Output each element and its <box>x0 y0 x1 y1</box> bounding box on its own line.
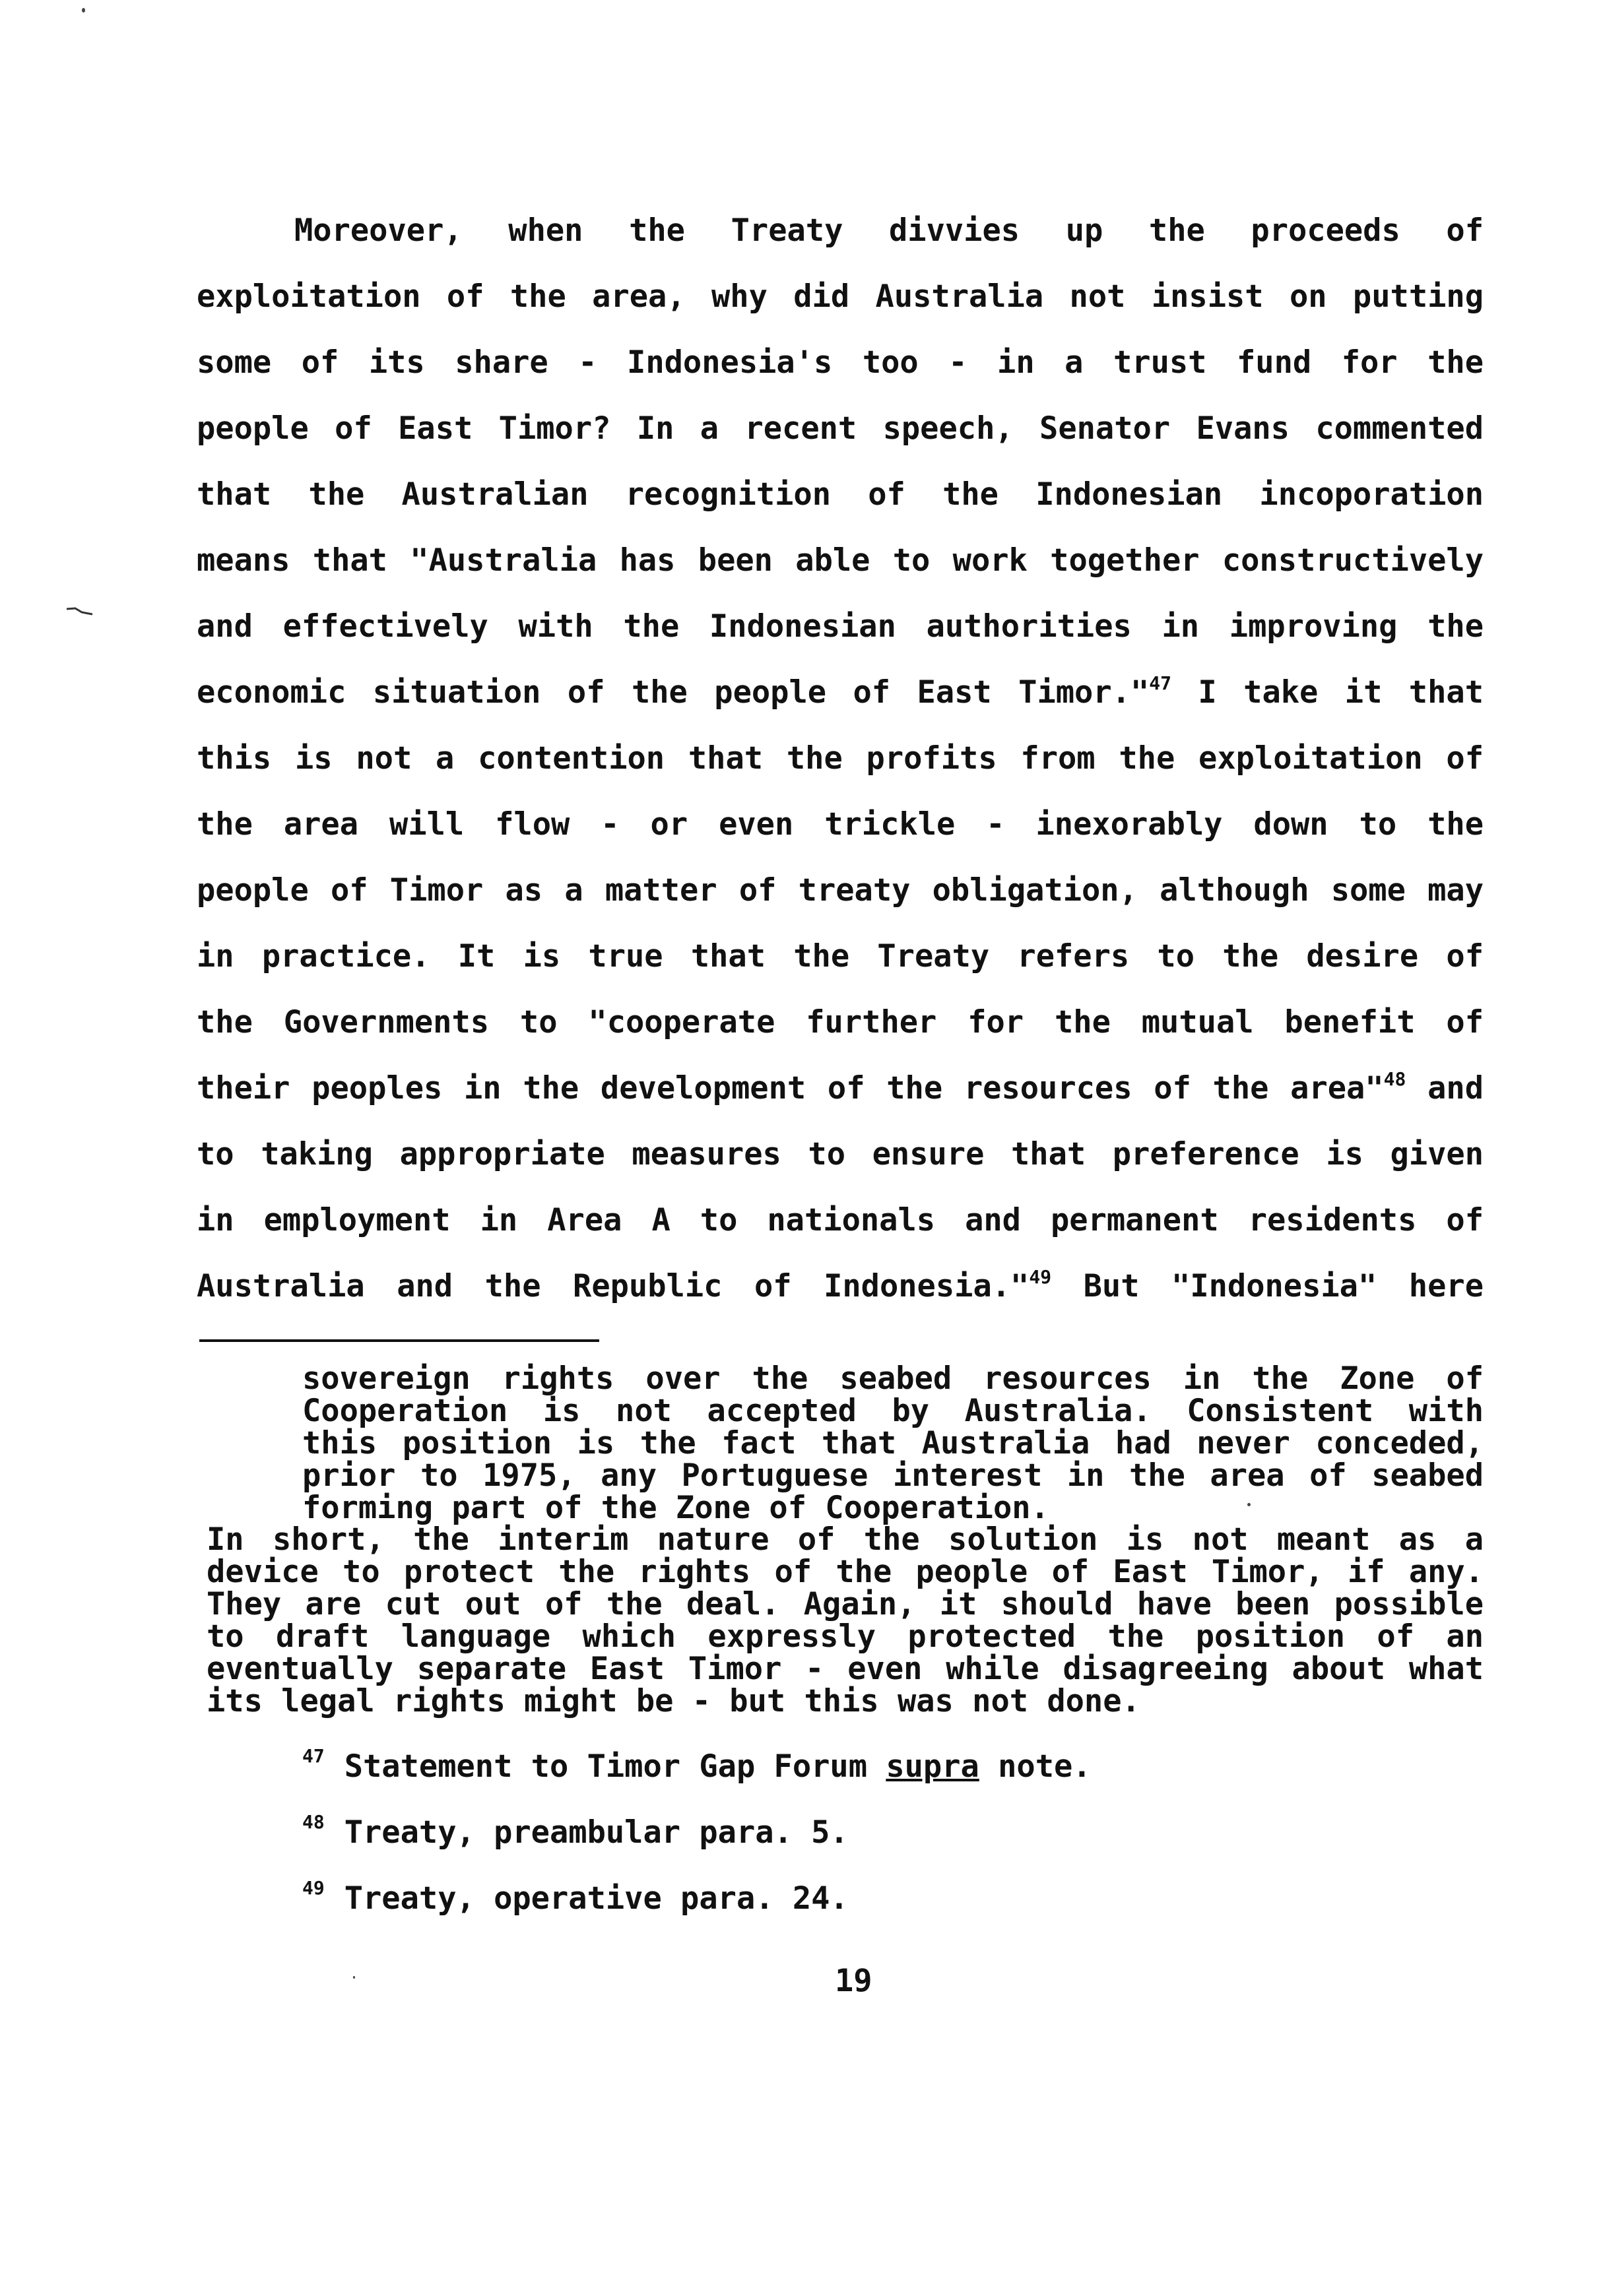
footnote-48: $^{48}$ Treaty, preambular para. 5. <box>302 1811 849 1851</box>
footnote-line: Cooperation is not accepted by Australia. Consistent with <box>302 1393 1484 1429</box>
body-line: in employment in Area A to nationals and permanent residents of <box>197 1202 1484 1238</box>
body-line: means that "Australia has been able to work together constructively <box>197 542 1484 579</box>
body-line: that the Australian recognition of the Indonesian incoporation <box>197 476 1484 513</box>
footnote-line: sovereign rights over the seabed resources in the Zone of <box>302 1360 1484 1397</box>
body-line: the Governments to "cooperate further for the mutual benefit of <box>197 1004 1484 1040</box>
footnote-line: to draft language which expressly protected the position of an <box>207 1618 1484 1655</box>
body-line: and effectively with the Indonesian authorities in improving the <box>197 608 1484 645</box>
footnote-line: eventually separate East Timor - even while disagreeing about what <box>207 1651 1484 1687</box>
body-line: this is not a contention that the profits from the exploitation of <box>197 740 1484 777</box>
body-line: Moreover, when the Treaty divvies up the proceeds of <box>294 212 1484 249</box>
footnote-line: device to protect the rights of the people of East Timor, if any. <box>207 1554 1484 1590</box>
page-number: 19 <box>835 1963 872 1999</box>
body-text <box>197 198 1484 1320</box>
footnote-line: They are cut out of the deal. Again, it should have been possible <box>207 1586 1484 1622</box>
body-line-with-footnote-ref: their peoples in the development of the resources of the area"$^{48}$ and <box>197 1068 1484 1106</box>
supra-emphasis: supra <box>886 1748 979 1785</box>
footnote-line: this position is the fact that Australia had never conceded, <box>302 1425 1484 1461</box>
footnote-number: 47 <box>302 1745 325 1767</box>
scan-speck <box>1247 1503 1251 1506</box>
footnote-ref-48[interactable]: 48 <box>1383 1068 1406 1090</box>
footnote-separator <box>199 1339 599 1342</box>
body-line: in practice. It is true that the Treaty refers to the desire of <box>197 938 1484 974</box>
footnote-ref-49[interactable]: 49 <box>1029 1266 1052 1288</box>
scan-speck <box>82 8 85 13</box>
footnote-ref-47[interactable]: 47 <box>1149 672 1171 694</box>
body-line: people of East Timor? In a recent speech, Senator Evans commented <box>197 410 1484 447</box>
footnote-line: prior to 1975, any Portuguese interest in the area of seabed <box>302 1457 1484 1494</box>
body-line: people of Timor as a matter of treaty obligation, although some may <box>197 872 1484 909</box>
footnote-line: its legal rights might be - but this was not done. <box>207 1683 1140 1719</box>
body-line-with-footnote-ref: economic situation of the people of East Timor."$^{47}$ I take it that <box>197 672 1484 711</box>
body-line: to taking appropriate measures to ensure that preference is given <box>197 1136 1484 1172</box>
footnote-line: In short, the interim nature of the solution is not meant as a <box>207 1521 1484 1558</box>
footnote-line: forming part of the Zone of Cooperation. <box>302 1490 1049 1526</box>
footnote-continuation-flush <box>207 1523 1484 1717</box>
scan-speck <box>353 1976 355 1979</box>
body-line: some of its share - Indonesia's too - in a trust fund for the <box>197 344 1484 381</box>
footnote-49: $^{49}$ Treaty, operative para. 24. <box>302 1877 849 1917</box>
body-line-with-footnote-ref: Australia and the Republic of Indonesia."$^{49}$ But "Indonesia" here <box>197 1266 1484 1304</box>
body-line: the area will flow - or even trickle - inexorably down to the <box>197 806 1484 843</box>
body-line: exploitation of the area, why did Australia not insist on putting <box>197 278 1484 315</box>
footnote-47: $^{47}$ Statement to Timor Gap Forum supra note. <box>302 1745 1092 1785</box>
footnote-number: 49 <box>302 1877 325 1899</box>
footnote-continuation-indented <box>302 1362 1484 1524</box>
footnote-number: 48 <box>302 1811 325 1833</box>
margin-mark <box>66 607 94 616</box>
